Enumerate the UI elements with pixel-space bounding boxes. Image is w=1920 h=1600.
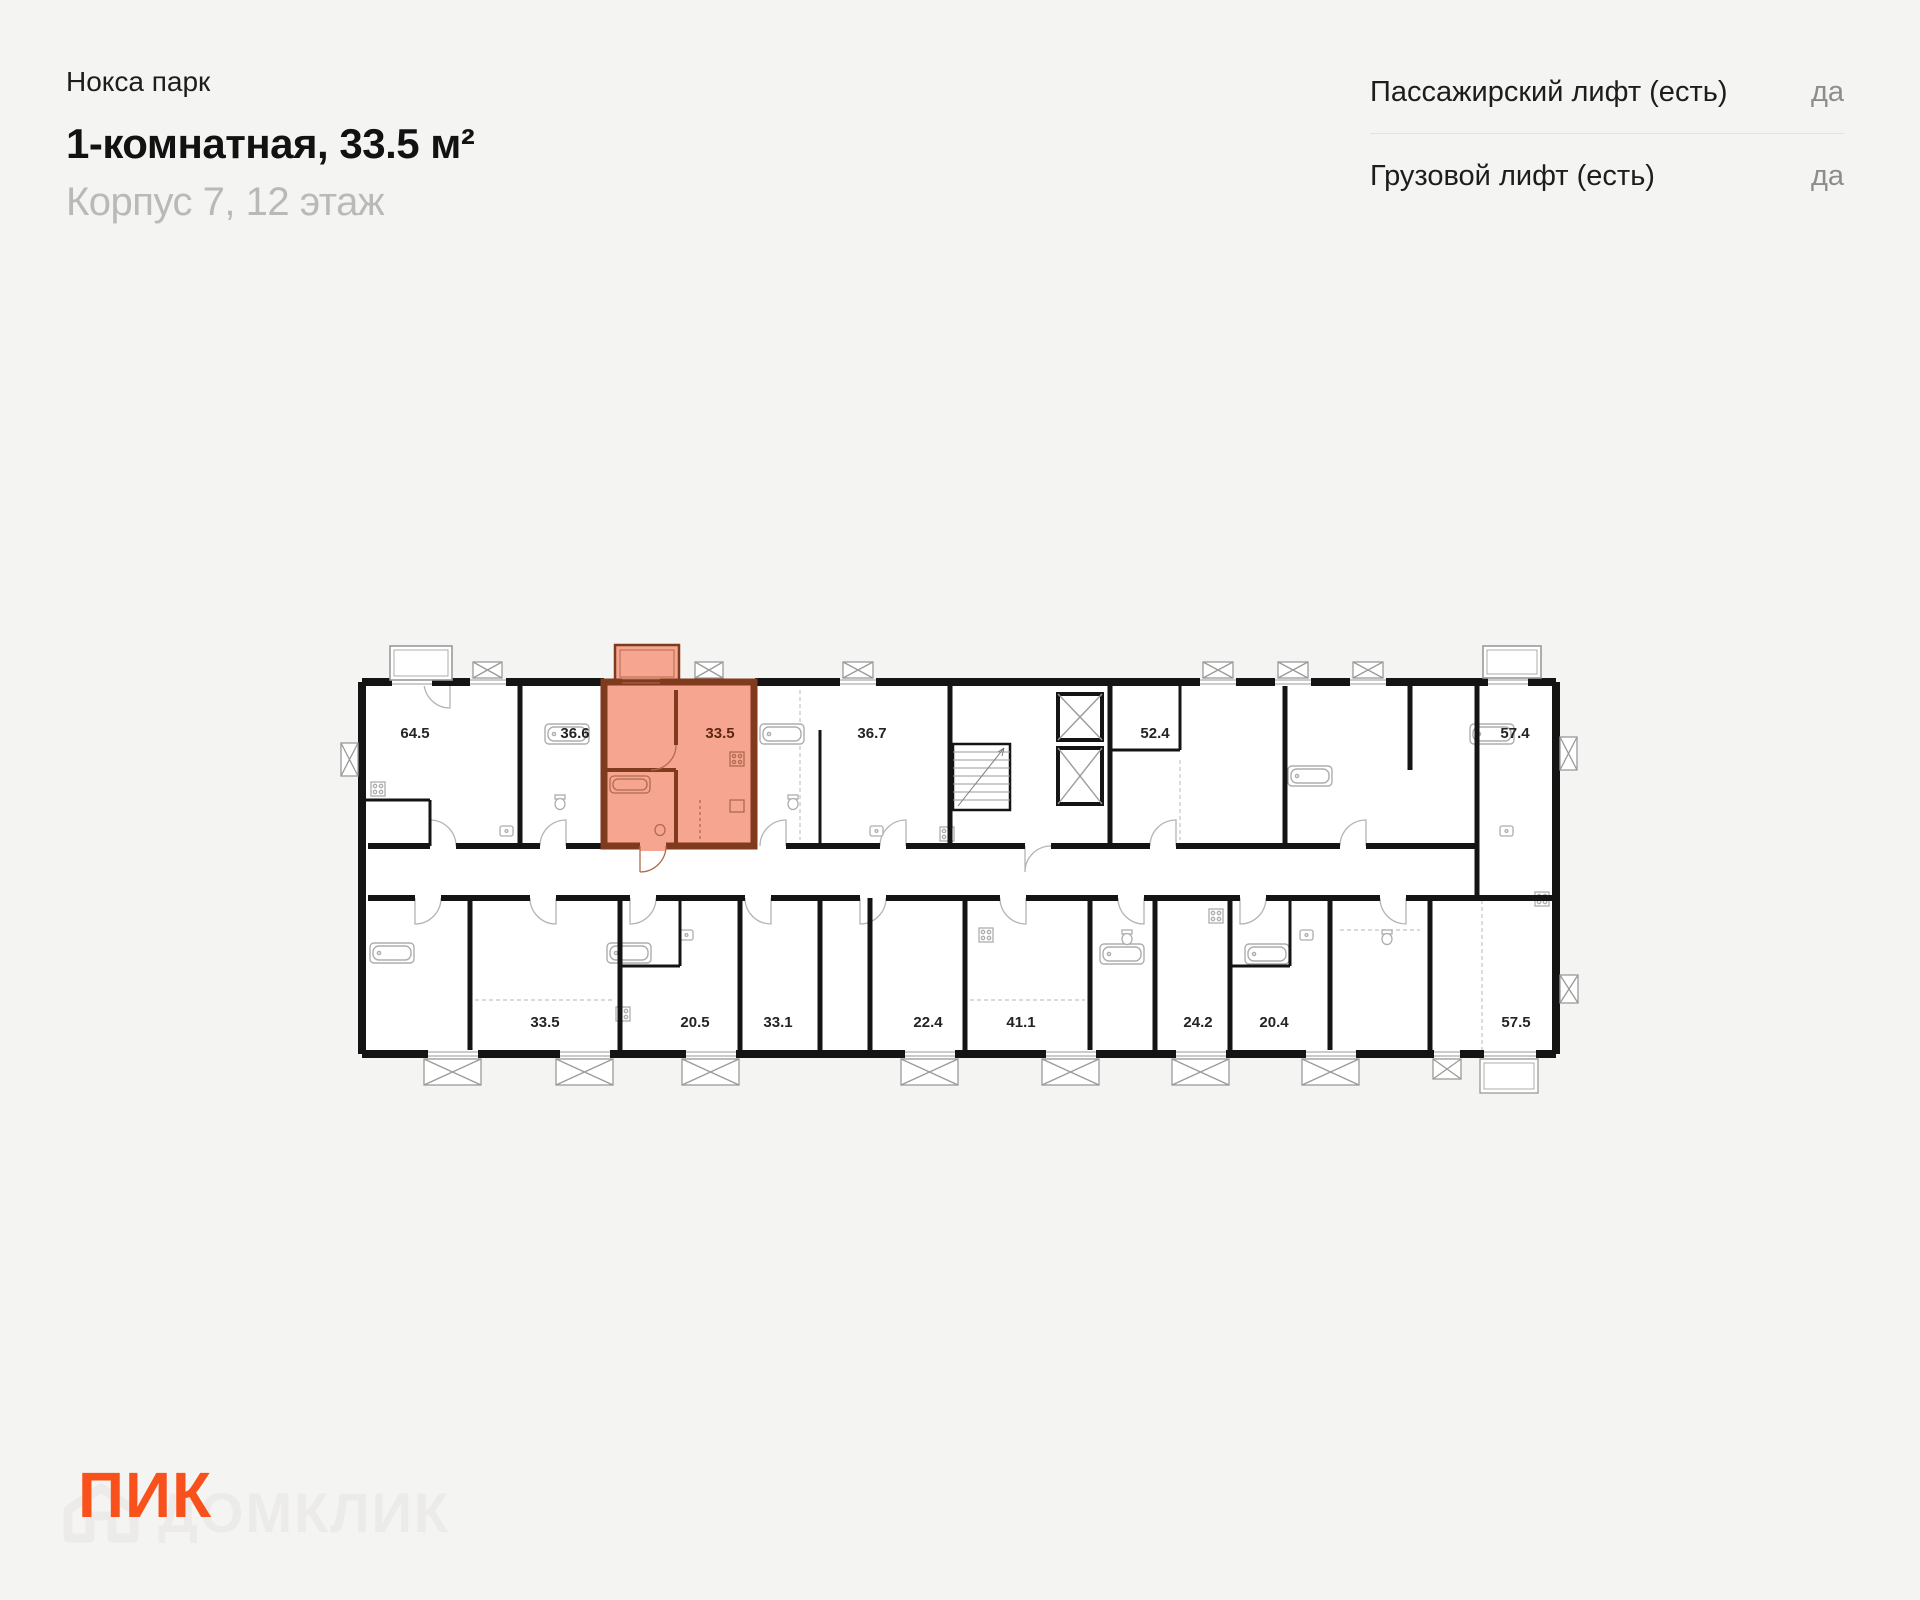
project-name: Нокса парк	[66, 66, 211, 97]
info-row-passenger-lift	[1370, 62, 1844, 122]
area-label: 36.6	[560, 725, 590, 742]
pik-logo: ПИК	[78, 1459, 213, 1531]
header	[66, 66, 474, 225]
divider	[1370, 133, 1844, 134]
elevator-shafts	[1058, 694, 1102, 804]
area-label: 20.4	[1259, 1014, 1289, 1031]
area-label: 57.5	[1501, 1014, 1531, 1031]
area-label: 33.5	[530, 1014, 560, 1031]
area-label: 22.4	[913, 1014, 943, 1031]
apartment-subtitle: Корпус 7, 12 этаж	[66, 180, 385, 224]
passenger-lift-label: Пассажирский лифт (есть)	[1370, 75, 1728, 108]
cargo-lift-label: Грузовой лифт (есть)	[1370, 159, 1655, 192]
area-label: 24.2	[1183, 1014, 1213, 1031]
area-label: 52.4	[1140, 725, 1170, 742]
domklik-watermark-text: ДОМКЛИК	[158, 1481, 451, 1544]
area-label: 36.7	[857, 725, 887, 742]
lift-info-panel	[1370, 62, 1844, 206]
area-label: 64.5	[400, 725, 430, 742]
area-label: 41.1	[1006, 1014, 1036, 1031]
selected-apartment-balcony	[615, 645, 679, 682]
building-interior	[362, 682, 1556, 1054]
area-label: 57.4	[1500, 725, 1530, 742]
area-label[interactable]: 33.5	[705, 725, 735, 742]
apartment-title: 1-комнатная, 33.5 м²	[66, 120, 475, 167]
selected-apartment[interactable]	[604, 645, 754, 872]
floor-plan	[330, 628, 1600, 1120]
cargo-lift-value: да	[1810, 159, 1844, 192]
passenger-lift-value: да	[1810, 75, 1844, 108]
area-label: 20.5	[680, 1014, 710, 1031]
stairwell	[953, 744, 1010, 810]
info-row-cargo-lift	[1370, 146, 1844, 206]
area-label: 33.1	[763, 1014, 793, 1031]
